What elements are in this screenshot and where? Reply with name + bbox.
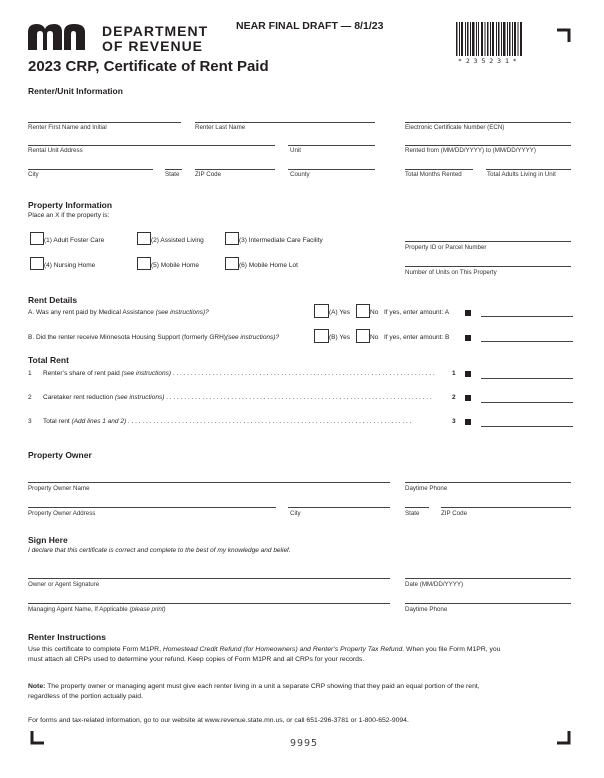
amount-a-field[interactable] <box>481 303 573 315</box>
no-label: No <box>370 334 379 341</box>
total-months-field[interactable] <box>405 156 473 168</box>
zip-label: ZIP Code <box>195 171 222 178</box>
owner-state-field[interactable] <box>405 494 429 506</box>
yes-label: (A) Yes <box>329 309 350 316</box>
county-field[interactable] <box>288 156 375 168</box>
if-yes-a-label: If yes, enter amount: A <box>384 309 450 316</box>
department-logo-text: DEPARTMENT OF REVENUE <box>102 23 209 54</box>
option-label: (4) Nursing Home <box>44 262 96 269</box>
total-rent-field[interactable] <box>481 413 573 425</box>
line-b-text: B. Did the renter receive Minnesota Housing Support (formerly GRH)(see instructions)? <box>28 334 280 341</box>
note-paragraph: Note: The property owner or managing agent must give each renter living in a unit a separate CRP showing that they paid an equal portion of the rent, regardless of the portion actually paid. <box>28 683 480 700</box>
adult-foster-care-checkbox[interactable] <box>30 232 44 245</box>
total-rent-line-1: 1 Renter’s share of rent paid (see instructions) . . . . . . . . . . . . . . . . . . . . . . . . . . . . . . . . . . . . . . . . . . . . . . . . . . . . . . . . . . . . . . . . . . . . . . . . . <box>28 370 435 377</box>
corner-mark-icon <box>30 731 44 745</box>
property-info-heading: Property Information <box>28 200 113 210</box>
no-label: No <box>370 309 379 316</box>
draft-label: NEAR FINAL DRAFT — 8/1/23 <box>236 20 384 32</box>
line-number: 2 <box>452 394 456 401</box>
agent-name-field[interactable] <box>28 590 390 602</box>
line-b-no-checkbox[interactable] <box>356 329 370 343</box>
owner-state-label: State <box>405 510 420 517</box>
city-field[interactable] <box>28 156 153 168</box>
property-id-field[interactable] <box>405 228 571 240</box>
if-yes-b-label: If yes, enter amount: B <box>384 334 450 341</box>
owner-name-field[interactable] <box>28 469 390 481</box>
marker-square-icon <box>465 395 471 401</box>
sign-here-heading: Sign Here <box>28 535 68 545</box>
rent-details-heading: Rent Details <box>28 295 78 305</box>
first-name-label: Renter First Name and Initial <box>28 124 107 131</box>
unit-label: Unit <box>290 147 302 154</box>
form-code: 9995 <box>290 738 319 749</box>
unit-field[interactable] <box>288 132 375 144</box>
property-id-label: Property ID or Parcel Number <box>405 244 487 251</box>
mobile-home-lot-checkbox[interactable] <box>225 257 239 270</box>
marker-square-icon <box>465 371 471 377</box>
owner-zip-field[interactable] <box>441 494 571 506</box>
barcode-icon <box>456 22 522 56</box>
num-units-field[interactable] <box>405 253 571 265</box>
county-label: County <box>290 171 310 178</box>
caretaker-reduction-field[interactable] <box>481 389 573 401</box>
marker-square-icon <box>465 310 471 316</box>
owner-address-field[interactable] <box>28 494 276 506</box>
option-label: (2) Assisted Living <box>151 237 204 244</box>
agent-phone-label: Daytime Phone <box>405 606 448 613</box>
total-adults-field[interactable] <box>486 156 571 168</box>
ecn-label: Electronic Certificate Number (ECN) <box>405 124 505 131</box>
total-months-label: Total Months Rented <box>405 171 462 178</box>
signature-field[interactable] <box>28 565 390 577</box>
property-owner-heading: Property Owner <box>28 450 92 460</box>
signature-label: Owner or Agent Signature <box>28 581 100 588</box>
nursing-home-checkbox[interactable] <box>30 257 44 270</box>
owner-zip-label: ZIP Code <box>441 510 468 517</box>
renter-info-heading: Renter/Unit Information <box>28 86 123 96</box>
corner-mark-icon <box>557 28 571 42</box>
agent-name-label: Managing Agent Name, If Applicable (please print) <box>28 606 166 613</box>
owner-phone-field[interactable] <box>405 469 571 481</box>
property-instruction: Place an X if the property is: <box>28 212 110 219</box>
total-rent-heading: Total Rent <box>28 355 69 365</box>
corner-mark-icon <box>557 731 571 745</box>
line-number: 3 <box>452 418 456 425</box>
assisted-living-checkbox[interactable] <box>137 232 151 245</box>
barcode-number: * 2 3 5 2 3 1 * <box>458 57 517 65</box>
line-a-no-checkbox[interactable] <box>356 304 370 318</box>
total-rent-line-3: 3 Total rent (Add lines 1 and 2) . . . . . . . . . . . . . . . . . . . . . . . . . . . . . . . . . . . . . . . . . . . . . . . . . . . . . . . . . . . . . . . . . . . . . . . . . . . . . . . <box>28 418 412 425</box>
mn-logo-icon <box>28 24 96 50</box>
zip-field[interactable] <box>195 156 275 168</box>
num-units-label: Number of Units on This Property <box>405 269 497 276</box>
marker-square-icon <box>465 419 471 425</box>
owner-address-label: Property Owner Address <box>28 510 96 517</box>
state-label: State <box>165 171 180 178</box>
instructions-paragraph: Use this certificate to complete Form M1PR, Homestead Credit Refund (for Homeowners) and Renter’s Property Tax Refund. When you file Form M1PR, you must attach all CRPs used to determine your refund. Keep copies of Form M1PR and all CRPs for your records. <box>28 646 501 663</box>
line-b-yes-checkbox[interactable] <box>314 329 329 343</box>
line-a-yes-checkbox[interactable] <box>314 304 329 318</box>
owner-phone-label: Daytime Phone <box>405 485 448 492</box>
owner-city-label: City <box>290 510 301 517</box>
renter-instructions-heading: Renter Instructions <box>28 632 106 642</box>
mobile-home-checkbox[interactable] <box>137 257 151 270</box>
renter-first-name-field[interactable] <box>28 109 181 121</box>
form-title: 2023 CRP, Certificate of Rent Paid <box>28 58 269 75</box>
line-a-text: A. Was any rent paid by Medical Assistance (see instructions)? <box>28 309 209 316</box>
renter-share-field[interactable] <box>481 365 573 377</box>
rented-dates-field[interactable] <box>405 132 571 144</box>
rented-from-label: Rented from (MM/DD/YYYY) to (MM/DD/YYYY) <box>405 147 536 154</box>
owner-name-label: Property Owner Name <box>28 485 90 492</box>
option-label: (3) Intermediate Care Facility <box>239 237 323 244</box>
option-label: (1) Adult Foster Care <box>44 237 105 244</box>
renter-last-name-field[interactable] <box>195 109 375 121</box>
yes-label: (B) Yes <box>329 334 350 341</box>
last-name-label: Renter Last Name <box>195 124 246 131</box>
declaration-text: I declare that this certificate is correct and complete to the best of my knowledge and belief. <box>28 547 291 554</box>
total-rent-line-2: 2 Caretaker rent reduction (see instructions) . . . . . . . . . . . . . . . . . . . . . . . . . . . . . . . . . . . . . . . . . . . . . . . . . . . . . . . . . . . . . . . . . . . . . . . . . . <box>28 394 432 401</box>
state-field[interactable] <box>165 156 182 168</box>
address-label: Rental Unit Address <box>28 147 83 154</box>
rental-address-field[interactable] <box>28 132 275 144</box>
marker-square-icon <box>465 335 471 341</box>
option-label: (6) Mobile Home Lot <box>239 262 298 269</box>
amount-b-field[interactable] <box>481 328 573 340</box>
ecn-field[interactable] <box>405 109 571 121</box>
agent-phone-field[interactable] <box>405 590 571 602</box>
date-label: Date (MM/DD/YYYY) <box>405 581 464 588</box>
option-label: (5) Mobile Home <box>151 262 200 269</box>
total-adults-label: Total Adults Living in Unit <box>487 171 556 178</box>
line-number: 1 <box>452 370 456 377</box>
signature-date-field[interactable] <box>405 565 571 577</box>
contact-footer: For forms and tax-related information, go to our website at www.revenue.state.mn.us, or call 651-296-3781 or 1-800-652-9094. <box>28 717 409 724</box>
city-label: City <box>28 171 39 178</box>
owner-city-field[interactable] <box>288 494 390 506</box>
intermediate-care-checkbox[interactable] <box>225 232 239 245</box>
